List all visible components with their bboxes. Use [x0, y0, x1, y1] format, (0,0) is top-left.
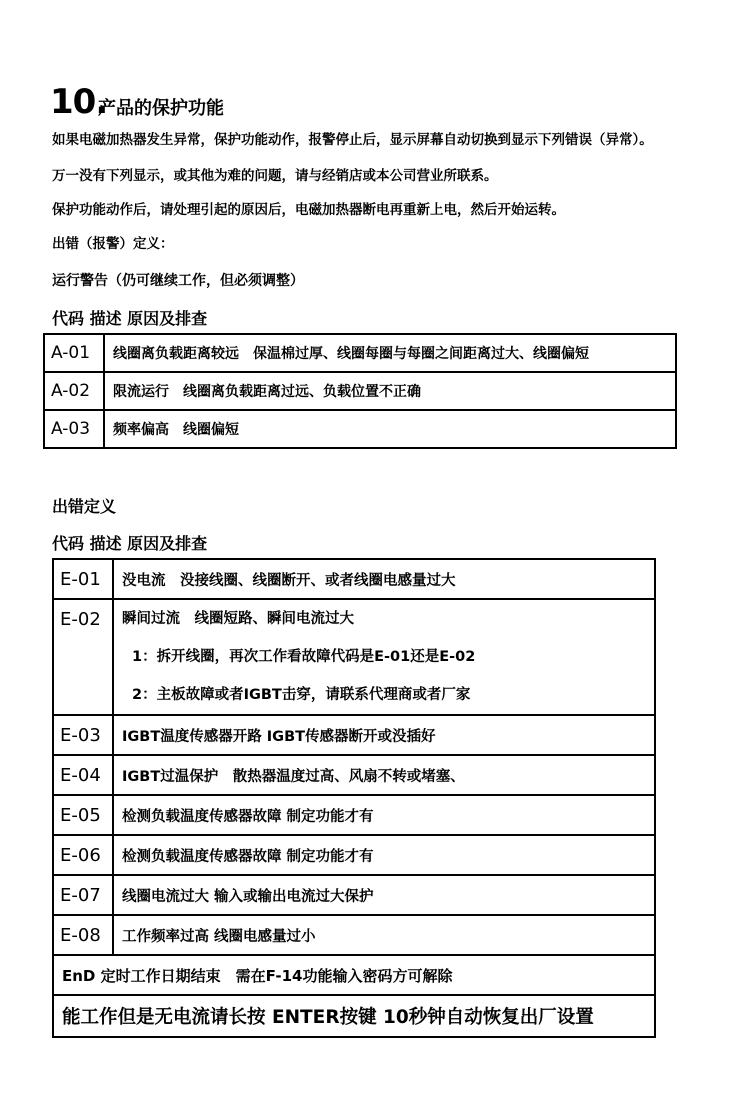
warning-code: A-01	[44, 334, 104, 372]
error-description: 线圈电流过大 输入或输出电流过大保护	[113, 875, 655, 915]
error-description: IGBT过温保护 散热器温度过高、风扇不转或堵塞、	[113, 755, 655, 795]
warning-table-heading: 代码 描述 原因及排查	[52, 309, 208, 328]
section-title: 产品的保护功能	[98, 98, 224, 119]
table-row	[53, 559, 655, 599]
error-description-block	[113, 599, 655, 715]
error-code: E-02	[53, 599, 113, 715]
error-section-title: 出错定义	[52, 497, 117, 516]
error-code: E-01	[53, 559, 113, 599]
table-row	[53, 835, 655, 875]
error-code: E-06	[53, 835, 113, 875]
error-code: E-08	[53, 915, 113, 955]
table-row	[53, 955, 655, 995]
error-description: 工作频率过高 线圈电感量过小	[113, 915, 655, 955]
warning-description: 频率偏高 线圈偏短	[104, 410, 676, 448]
error-description: 检测负载温度传感器故障 制定功能才有	[113, 795, 655, 835]
warning-code: A-03	[44, 410, 104, 448]
error-description: 检测负载温度传感器故障 制定功能才有	[113, 835, 655, 875]
error-code: E-05	[53, 795, 113, 835]
warning-table	[43, 333, 677, 449]
table-row	[53, 599, 655, 715]
error-code: E-04	[53, 755, 113, 795]
section-number: 10.	[50, 82, 108, 122]
error-code: E-03	[53, 715, 113, 755]
error-sub-step-1: 1：拆开线圈，再次工作看故障代码是E-01还是E-02	[132, 649, 476, 665]
table-row	[53, 755, 655, 795]
paragraph-4: 出错（报警）定义：	[52, 236, 174, 252]
error-table-heading: 代码 描述 原因及排查	[52, 534, 208, 553]
warning-code: A-02	[44, 372, 104, 410]
table-row	[53, 995, 655, 1037]
warning-description: 限流运行 线圈离负载距离过远、负载位置不正确	[104, 372, 676, 410]
table-row	[44, 334, 676, 372]
error-code: E-07	[53, 875, 113, 915]
error-table	[52, 558, 656, 1038]
error-sub-step-2: 2：主板故障或者IGBT击穿，请联系代理商或者厂家	[132, 687, 471, 703]
paragraph-5: 运行警告（仍可继续工作，但必须调整）	[52, 273, 304, 289]
error-description: 瞬间过流 线圈短路、瞬间电流过大	[122, 611, 354, 627]
factory-reset-note: 能工作但是无电流请长按 ENTER按键 10秒钟自动恢复出厂设置	[53, 995, 655, 1037]
table-row	[44, 372, 676, 410]
table-row	[53, 915, 655, 955]
warning-description: 线圈离负载距离较远 保温棉过厚、线圈每圈与每圈之间距离过大、线圈偏短	[104, 334, 676, 372]
table-row	[53, 795, 655, 835]
error-description: 没电流 没接线圈、线圈断开、或者线圈电感量过大	[113, 559, 655, 599]
paragraph-3: 保护功能动作后，请处理引起的原因后，电磁加热器断电再重新上电，然后开始运转。	[52, 202, 565, 218]
end-code-row: EnD 定时工作日期结束 需在F-14功能输入密码方可解除	[53, 955, 655, 995]
table-row	[53, 715, 655, 755]
paragraph-2: 万一没有下列显示，或其他为难的问题，请与经销店或本公司营业所联系。	[52, 168, 498, 184]
table-row	[44, 410, 676, 448]
paragraph-1: 如果电磁加热器发生异常，保护功能动作，报警停止后，显示屏幕自动切换到显示下列错误（异常）。	[52, 132, 653, 148]
table-row	[53, 875, 655, 915]
error-description: IGBT温度传感器开路 IGBT传感器断开或没插好	[113, 715, 655, 755]
